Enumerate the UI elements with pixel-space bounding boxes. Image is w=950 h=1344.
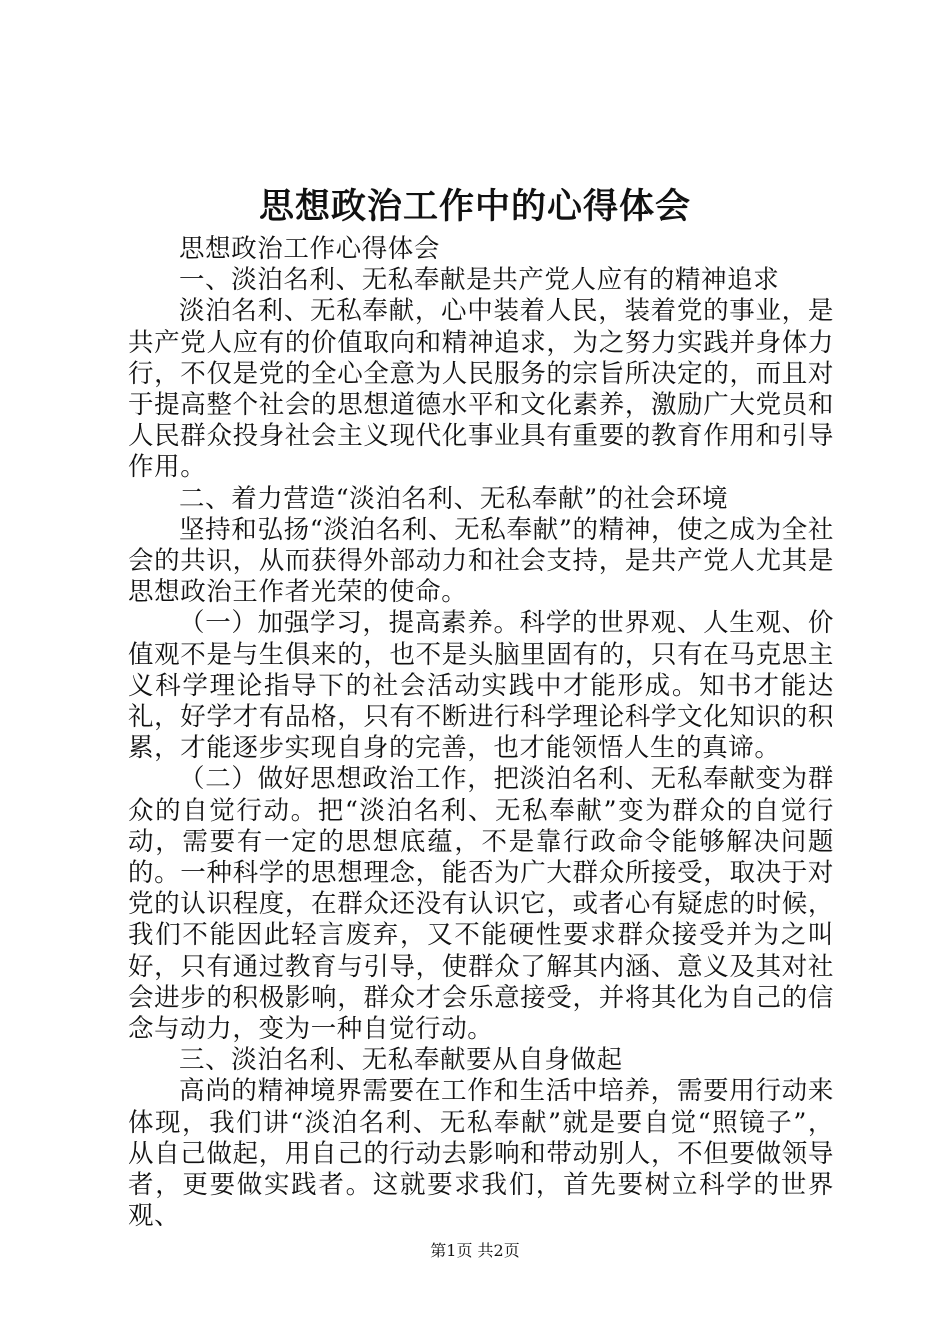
paragraph-section-2: 坚持和弘扬“淡泊名利、无私奉献”的精神，使之成为全社会的共识，从而获得外部动力和社会支持，是共产党人尤其是思想政治王作者光荣的使命。 xyxy=(128,514,834,608)
paragraph-section-2-item-2: （二）做好思想政治工作，把淡泊名利、无私奉献变为群众的自觉行动。把“淡泊名利、无私奉献”变为群众的自觉行动，需要有一定的思想底蕴，不是靠行政命令能够解决问题的。一种科学的思想理念，能否为广大群众所接受，取决于对党的认识程度，在群众还没有认识它，或者心有疑虑的时候，我们不能因此轻言废弃，又不能硬性要求群众接受并为之叫好，只有通过教育与引导，使群众了解其内涵、意义及其对社会进步的积极影响，群众才会乐意接受，并将其化为自己的信念与动力，变为一种自觉行动。 xyxy=(128,764,834,1045)
heading-section-1: 一、淡泊名利、无私奉献是共产党人应有的精神追求 xyxy=(179,265,780,296)
heading-section-2: 二、着力营造“淡泊名利、无私奉献”的社会环境 xyxy=(179,483,729,514)
heading-section-3: 三、淡泊名利、无私奉献要从自身做起 xyxy=(179,1045,623,1076)
document-body xyxy=(128,234,834,1233)
paragraph-section-2-item-1: （一）加强学习，提高素养。科学的世界观、人生观、价值观不是与生俱来的，也不是头脑里固有的，只有在马克思主义科学理论指导下的社会活动实践中才能形成。知书才能达礼，好学才有品格，只有不断进行科学理论科学文化知识的积累，才能逐步实现自身的完善，也才能领悟人生的真谛。 xyxy=(128,608,834,764)
paragraph-section-3: 高尚的精神境界需要在工作和生活中培养，需要用行动来体现，我们讲“淡泊名利、无私奉献”就是要自觉“照镜子”，从自己做起，用自己的行动去影响和带动别人，不但要做领导者，更要做实践者。这就要求我们，首先要树立科学的世界观、 xyxy=(128,1076,834,1232)
paragraph-subtitle: 思想政治工作心得体会 xyxy=(179,234,441,264)
paragraph-section-1: 淡泊名利、无私奉献，心中装着人民，装着党的事业，是共产党人应有的价值取向和精神追求，为之努力实践并身体力行，不仅是党的全心全意为人民服务的宗旨所决定的，而且对于提高整个社会的思想道德水平和文化素养，激励广大党员和人民群众投身社会主义现代化事业具有重要的教育作用和引导作用。 xyxy=(128,296,834,483)
page-number-footer: 第1页 共2页 xyxy=(430,1241,520,1260)
document-title: 思想政治工作中的心得体会 xyxy=(258,186,691,227)
